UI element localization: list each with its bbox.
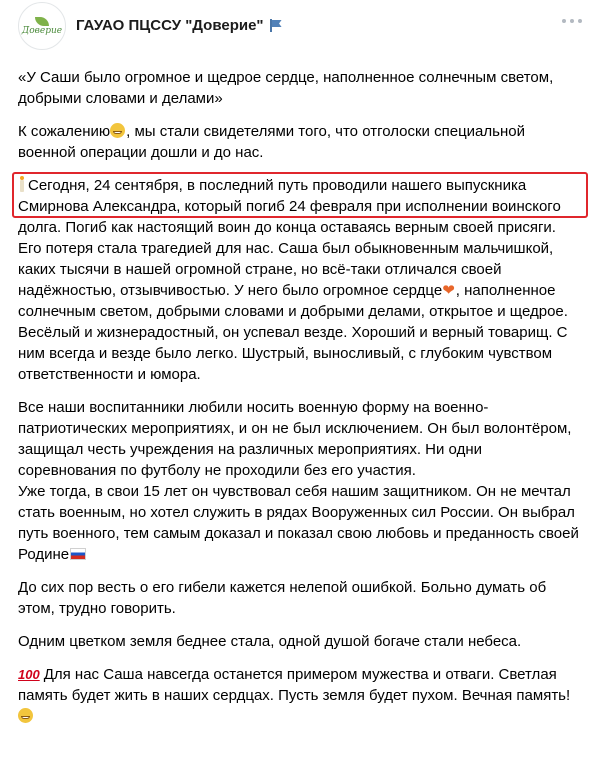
more-options-icon[interactable] [562, 16, 582, 26]
text: воинского долга. Погиб как настоящий воин до конца оставаясь верным своей присяги. Его потеря стала трагедией для нас. Саша был обыкновенным мальчишкой, каких тысячи в нашей огромной стране, но всё-таки отличался своей надёжностью, отзывчивостью. У него было огромное сердце [18, 198, 561, 299]
post-text [18, 67, 583, 739]
group-name-link[interactable] [76, 17, 282, 34]
candle-icon [20, 180, 24, 192]
grinning-face-icon [110, 123, 125, 138]
text: Уже тогда, в свои 15 лет он чувствовал себя нашим защитником. Он не мечтал стать военным, но хотел служить в рядах Вооруженных сил России. Он выбрал путь военного, тем самым доказал и показал свою любовь и преданность своей Родине [18, 483, 579, 563]
paragraph-4 [18, 397, 583, 565]
text: , наполненное солнечным светом, добрыми словами и добрыми делами, открытое и щедрое. Весёлый и жизнерадостный, он успевал везде. Хороший и верный товарищ. С ним всегда и везде было легко. Шустрый, выносливый, с глубоким чувством ответственности и юмора. [18, 282, 568, 383]
text: Для нас Саша навсегда останется примером мужества и отваги. Светлая память будет жить в наших сердцах. Пусть земля будет пухом. Вечная память! [18, 666, 571, 704]
leaf-icon [35, 17, 49, 26]
highlighted-text: Сегодня, 24 сентября, в последний путь проводили нашего выпускника Смирнова Александра, который погиб 24 февраля при исполнении [18, 177, 527, 215]
text: К сожалению [18, 123, 111, 140]
group-avatar[interactable] [18, 2, 66, 50]
paragraph-5: До сих пор весть о его гибели кажется нелепой ошибкой. Больно думать об этом, трудно говорить. [18, 579, 547, 617]
post-header [18, 2, 588, 54]
paragraph-7 [18, 664, 583, 727]
quote-paragraph: «У Саши было огромное и щедрое сердце, наполненное солнечным светом, добрыми словами и делами» [18, 69, 554, 107]
paragraph-2 [18, 121, 583, 163]
hundred-points-icon: 100 [18, 667, 40, 682]
grinning-face-icon [18, 708, 33, 723]
heart-icon: ❤ [442, 282, 455, 299]
paragraph-6: Одним цветком земля беднее стала, одной душой богаче стали небеса. [18, 633, 522, 650]
text: , мы стали свидетелями того, что отголоски специальной военной операции дошли и до нас. [18, 123, 525, 161]
group-name: ГАУАО ПЦССУ "Доверие" [76, 17, 264, 34]
paragraph-3 [18, 175, 583, 385]
russia-flag-icon [70, 548, 86, 560]
avatar-logo-text: Доверие [21, 25, 63, 36]
flag-icon [270, 19, 282, 32]
text: Все наши воспитанники любили носить военную форму на военно-патриотических мероприятиях, и он не был исключением. Он был волонтёром, защищал честь учреждения на различных мероприятиях. Ни одни соревнования по футболу не проходили без его участия. [18, 399, 572, 479]
